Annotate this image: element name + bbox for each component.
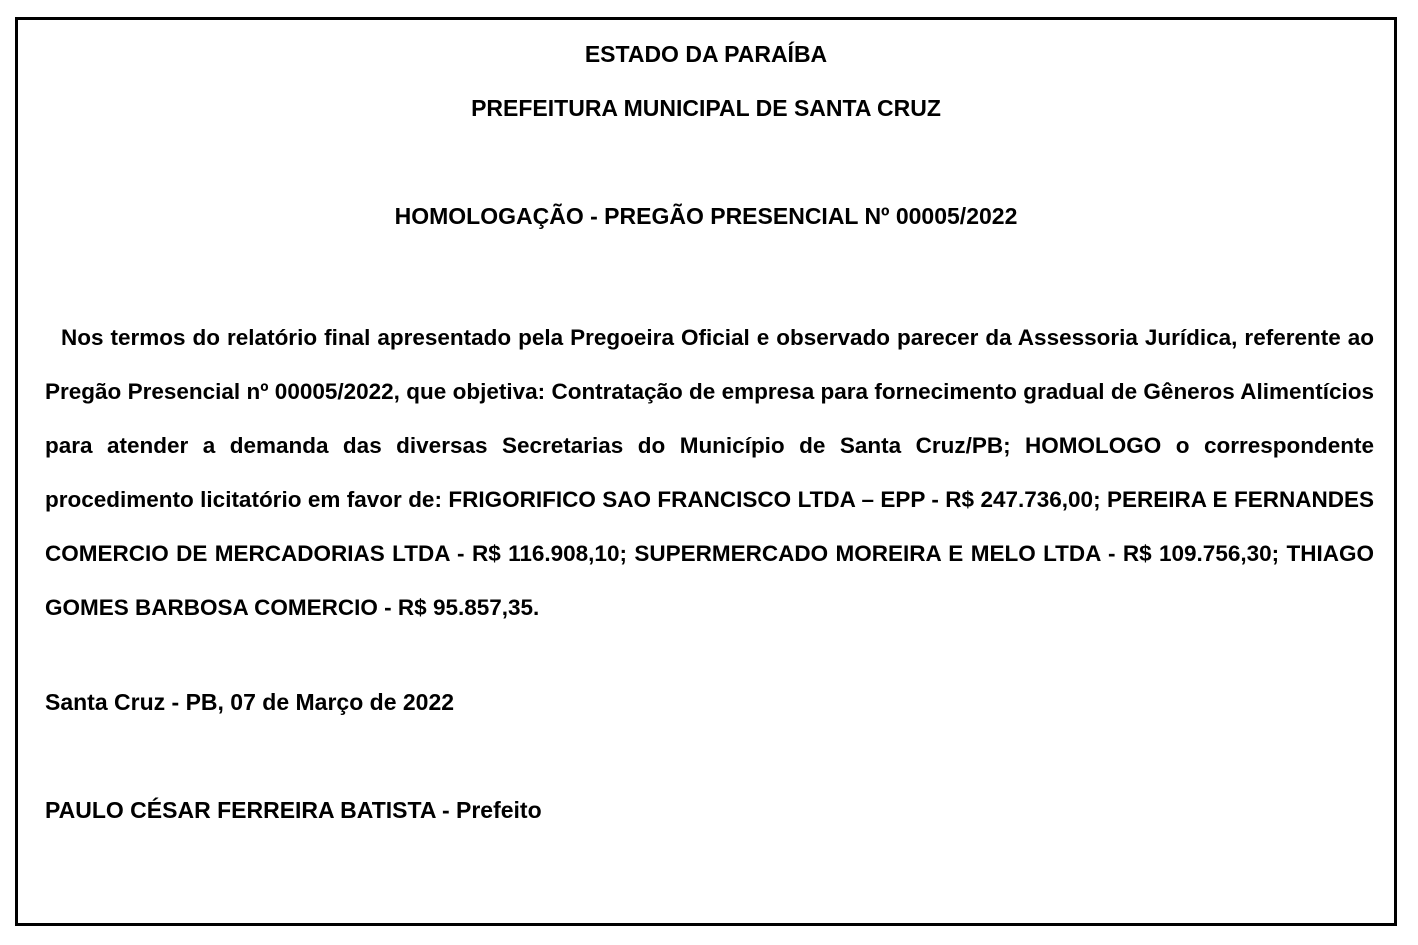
state-heading: ESTADO DA PARAÍBA <box>584 41 828 67</box>
document-title: HOMOLOGAÇÃO - PREGÃO PRESENCIAL Nº 00005/2022 <box>394 203 1018 229</box>
homologation-paragraph: Nos termos do relatório final apresentado pela Pregoeira Oficial e observado parecer da Assessoria Jurídica, referente ao Pregão Presencial nº 00005/2022, que objetiva: Contratação de empresa para fornecimento gradual de Gêneros Alimentícios para atender a demanda das diversas Secretarias do Município de Santa Cruz/PB; HOMOLOGO o correspondente procedimento licitatório em favor de: FRIGORIFICO SAO FRANCISCO LTDA – EPP - R$ 247.736,00; PEREIRA E FERNANDES COMERCIO DE MERCADORIAS LTDA - R$ 116.908,10; SUPERMERCADO MOREIRA E MELO LTDA - R$ 109.756,30; THIAGO GOMES BARBOSA COMERCIO - R$ 95.857,35. <box>45 325 1374 620</box>
signature-line: PAULO CÉSAR FERREIRA BATISTA - Prefeito <box>45 797 542 823</box>
municipality-heading: PREFEITURA MUNICIPAL DE SANTA CRUZ <box>471 95 941 121</box>
place-date-line: Santa Cruz - PB, 07 de Março de 2022 <box>45 689 455 715</box>
document-border <box>15 17 1397 926</box>
